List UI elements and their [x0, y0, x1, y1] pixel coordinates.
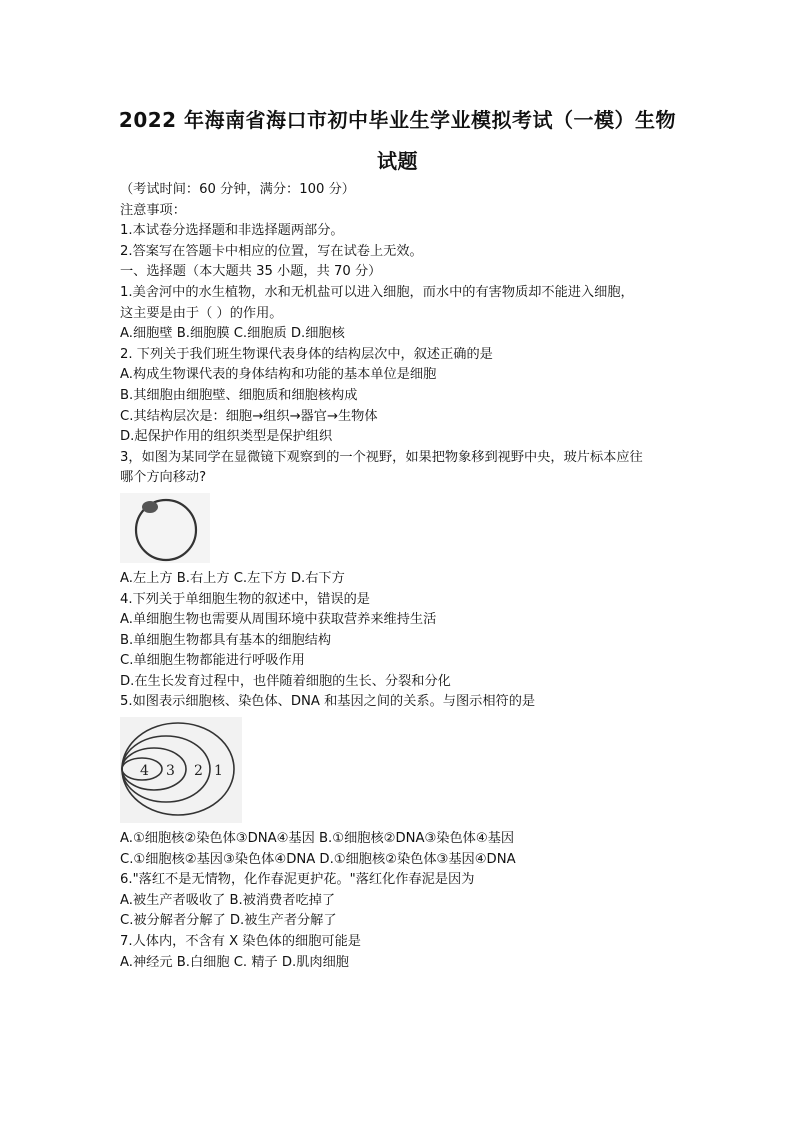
- exam-info: （考试时间：60 分钟，满分：100 分）: [120, 182, 355, 197]
- question-5-option: C.①细胞核②基因③染色体④DNA D.①细胞核②染色体③基因④DNA: [120, 851, 516, 867]
- question-1-stem-cont: 这主要是由于（ ）的作用。: [120, 305, 283, 321]
- section-heading: 一、选择题（本大题共 35 小题，共 70 分）: [120, 264, 382, 280]
- label-3: 3: [166, 763, 175, 780]
- question-2-option: C.其结构层次是：细胞→组织→器官→生物体: [120, 408, 378, 424]
- question-3-options: A.左上方 B.右上方 C.左下方 D.右下方: [120, 570, 345, 586]
- question-6-option: C.被分解者分解了 D.被生产者分解了: [120, 913, 337, 929]
- question-5-option: A.①细胞核②染色体③DNA④基因 B.①细胞核②DNA③染色体④基因: [120, 831, 515, 847]
- label-4: 4: [140, 763, 149, 780]
- question-4-stem: 4.下列关于单细胞生物的叙述中，错误的是: [120, 591, 370, 607]
- question-2-option: B.其细胞由细胞壁、细胞质和细胞核构成: [120, 387, 358, 403]
- question-6-stem: 6."落红不是无情物，化作春泥更护花。"落红化作春泥是因为: [120, 872, 475, 888]
- nested-relationship-figure: [120, 717, 680, 823]
- question-4-option: C.单细胞生物都能进行呼吸作用: [120, 653, 305, 669]
- question-7-options: A.神经元 B.白细胞 C. 精子 D.肌肉细胞: [120, 954, 349, 970]
- question-7-stem: 7.人体内，不含有 X 染色体的细胞可能是: [120, 934, 361, 950]
- question-1-options: A.细胞壁 B.细胞膜 C.细胞质 D.细胞核: [120, 326, 345, 342]
- exam-content: [120, 180, 680, 973]
- question-2-option: D.起保护作用的组织类型是保护组织: [120, 429, 333, 445]
- question-4-option: D.在生长发育过程中，也伴随着细胞的生长、分裂和分化: [120, 673, 451, 689]
- object-image-dot: [142, 501, 158, 513]
- nested-ellipses-diagram: [120, 717, 242, 823]
- notes-heading: 注意事项：: [120, 202, 186, 218]
- label-1: 1: [214, 763, 223, 780]
- note-item: 2.答案写在答题卡中相应的位置，写在试卷上无效。: [120, 243, 423, 259]
- question-1-stem: 1.美舍河中的水生植物，水和无机盐可以进入细胞，而水中的有害物质却不能进入细胞，: [120, 284, 634, 300]
- question-2-stem: 2. 下列关于我们班生物课代表身体的结构层次中，叙述正确的是: [120, 346, 493, 362]
- question-3-stem: 3，如图为某同学在显微镜下观察到的一个视野，如果把物象移到视野中央，玻片标本应往: [120, 449, 643, 465]
- microscope-view-diagram: [120, 493, 210, 563]
- label-2: 2: [194, 763, 203, 780]
- microscope-view-figure: [120, 493, 680, 563]
- question-5-stem: 5.如图表示细胞核、染色体、DNA 和基因之间的关系。与图示相符的是: [120, 694, 536, 710]
- question-6-option: A.被生产者吸收了 B.被消费者吃掉了: [120, 892, 336, 908]
- exam-title-line2: 试题: [377, 149, 418, 173]
- question-4-option: B.单细胞生物都具有基本的细胞结构: [120, 632, 332, 648]
- question-2-option: A.构成生物课代表的身体结构和功能的基本单位是细胞: [120, 367, 437, 383]
- question-3-stem-cont: 哪个方向移动?: [120, 470, 207, 486]
- exam-title-line1: 2022 年海南省海口市初中毕业生学业模拟考试（一模）生物: [118, 108, 677, 132]
- question-4-option: A.单细胞生物也需要从周围环境中获取营养来维持生活: [120, 612, 437, 628]
- note-item: 1.本试卷分选择题和非选择题两部分。: [120, 223, 344, 239]
